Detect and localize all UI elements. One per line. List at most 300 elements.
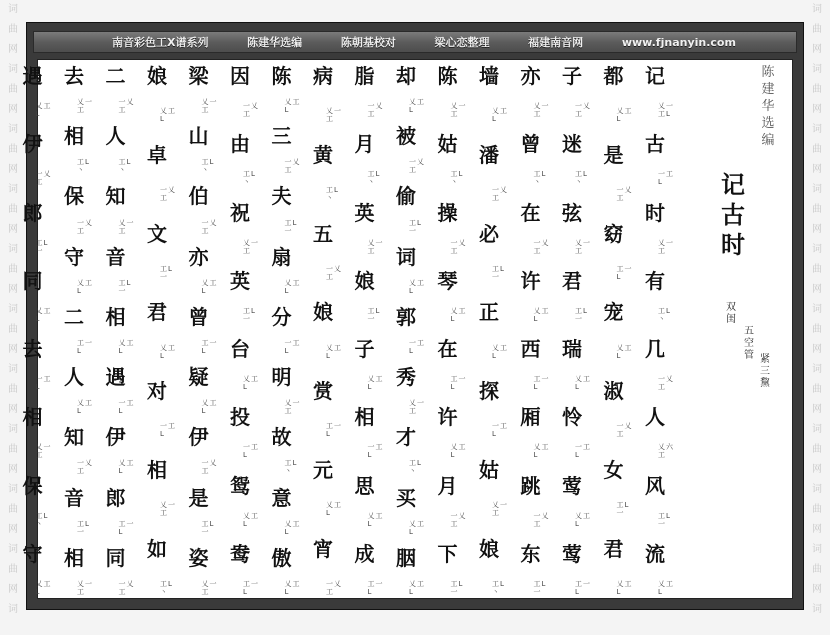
notation-mark: 工L一: [77, 519, 90, 536]
notation-mark: 工L丶: [160, 579, 173, 596]
document-frame: [22, 22, 804, 610]
lyric-char: 厢: [520, 405, 541, 430]
lyric-char: 潘: [479, 142, 499, 167]
lyric-char: 伊: [188, 425, 209, 450]
lyric-char: 跳: [520, 473, 541, 498]
lyric-char: 因: [230, 64, 250, 88]
notation-mark: 一工L: [160, 422, 176, 439]
lyric-char: 三: [271, 124, 292, 149]
notation-mark: 一乂工: [492, 186, 508, 203]
watermark-char: 网: [8, 344, 18, 355]
watermark-char: 词: [812, 64, 822, 75]
score-column: [512, 66, 550, 596]
lyric-char: 脂: [354, 64, 375, 88]
notation-mark: 工一L: [201, 338, 218, 355]
watermark-char: 网: [8, 284, 18, 295]
lyric-char: 元: [313, 457, 333, 482]
lyric-char: 下: [437, 541, 458, 566]
notation-mark: 一乂工: [450, 238, 467, 255]
notation-mark: 一乂工: [243, 102, 259, 119]
lyric-char: 却: [396, 64, 416, 88]
notation-mark: 工L丶: [118, 158, 132, 175]
score-column: [263, 66, 301, 596]
notation-mark: 工L一: [160, 264, 173, 281]
lyric-char: 祝: [230, 200, 250, 225]
mode-label-2: 五空管: [744, 326, 754, 361]
notation-mark: 一乂工: [616, 186, 633, 203]
score-column: [636, 66, 674, 596]
watermark-char: 词: [8, 604, 18, 615]
lyric-char: 姑: [437, 132, 458, 157]
lyric-char: 保: [64, 184, 84, 209]
watermark-char: 曲: [8, 204, 18, 215]
notation-mark: 乂工L: [616, 579, 633, 596]
watermark-char: 词: [812, 544, 822, 555]
score-column: [304, 66, 342, 596]
lyric-char: 偷: [396, 184, 416, 209]
lyric-char: 女: [603, 457, 624, 482]
lyric-char: 去: [22, 337, 43, 361]
notation-mark: 乂工L: [658, 579, 674, 596]
watermark-char: 网: [812, 524, 822, 535]
notation-mark: 工L一: [35, 238, 49, 255]
lyric-char: 时: [645, 200, 665, 225]
watermark-char: 词: [812, 424, 822, 435]
watermark-char: 网: [8, 104, 18, 115]
lyric-char: 弦: [562, 200, 582, 225]
notation-mark: 工L丶: [35, 511, 49, 528]
notation-mark: 一乂工: [326, 579, 342, 596]
watermark-char: 词: [812, 244, 822, 255]
notation-mark: 一工L: [658, 170, 674, 187]
notation-mark: 乂工L: [450, 443, 467, 460]
lyric-char: 亦: [520, 64, 541, 88]
notation-mark: 工一L: [367, 579, 384, 596]
notation-mark: 工L一: [450, 579, 464, 596]
notation-mark: 工L一: [243, 306, 256, 323]
watermark-char: 网: [812, 164, 822, 175]
notation-mark: 乂工L: [35, 306, 52, 323]
lyric-char: 傲: [271, 545, 292, 570]
notation-mark: 工L一: [575, 306, 588, 323]
watermark-char: 词: [8, 124, 18, 135]
notation-mark: 乂一工: [450, 102, 467, 119]
notation-mark: 乂一工: [243, 238, 259, 255]
lyric-char: 月: [437, 473, 458, 498]
compiler-credit: 陈建华选编: [761, 65, 775, 148]
notation-mark: 工L一: [492, 264, 505, 281]
lyric-char: 知: [64, 425, 84, 450]
lyric-char: 伊: [105, 425, 126, 450]
watermark-char: 词: [812, 4, 822, 15]
notation-mark: 乂工L: [160, 343, 176, 360]
notation-mark: 乂工L: [409, 278, 425, 295]
notation-mark: 乂一工: [201, 579, 218, 596]
notation-mark: 乂一工: [492, 501, 508, 518]
lyric-char: 莺: [562, 541, 582, 566]
lyric-char: 相: [22, 405, 43, 430]
lyric-char: 娘: [479, 536, 499, 561]
lyric-char: 东: [520, 541, 541, 566]
notation-mark: 乂工L: [492, 343, 508, 360]
notation-mark: 乂工L: [326, 501, 342, 518]
lyric-char: 赏: [313, 379, 333, 403]
watermark-char: 网: [8, 584, 18, 595]
site-name: 福建南音网: [528, 36, 584, 49]
notation-mark: 工L丶: [450, 170, 464, 187]
watermark-char: 网: [8, 404, 18, 415]
watermark-char: 网: [812, 284, 822, 295]
watermark-char: 曲: [812, 24, 822, 35]
lyric-char: 是: [188, 485, 209, 510]
notation-mark: 工一L: [450, 375, 467, 392]
lyric-char: 鸳: [230, 473, 250, 498]
notation-mark: 乂工L: [118, 459, 135, 476]
notation-mark: 工L丶: [367, 170, 381, 187]
notation-mark: 一乂工: [533, 238, 550, 255]
notation-mark: 一乂工: [575, 102, 591, 119]
watermark-char: 词: [812, 364, 822, 375]
notation-mark: 一工L: [492, 422, 508, 439]
notation-mark: 乂工L: [616, 343, 633, 360]
notation-mark: 工一L: [118, 519, 135, 536]
lyric-char: 曾: [188, 304, 209, 329]
lyric-char: 许: [520, 268, 541, 293]
watermark-char: 词: [8, 424, 18, 435]
notation-mark: 乂工L: [77, 278, 93, 295]
lyric-char: 秀: [396, 365, 416, 390]
mode-label-1: 双闺: [726, 302, 736, 325]
lyric-char: 分: [271, 304, 292, 329]
notation-mark: 乂一工: [35, 443, 52, 460]
watermark-char: 曲: [8, 144, 18, 155]
lyric-char: 守: [64, 244, 84, 269]
notation-mark: 一乂工: [118, 98, 135, 115]
watermark-char: 词: [8, 64, 18, 75]
watermark-char: 曲: [8, 444, 18, 455]
lyric-char: 宵: [313, 536, 333, 561]
lyric-char: 文: [147, 221, 167, 246]
notation-mark: 乂工L: [201, 278, 218, 295]
score-column: [14, 66, 52, 596]
lyric-char: 必: [479, 221, 499, 246]
score-column: [55, 66, 93, 596]
watermark-char: 曲: [812, 84, 822, 95]
lyric-char: 疑: [188, 365, 209, 390]
lyric-char: 扇: [271, 244, 292, 269]
watermark-char: 网: [812, 44, 822, 55]
lyric-char: 迷: [562, 132, 582, 157]
lyric-char: 病: [313, 64, 333, 88]
watermark-char: 网: [812, 584, 822, 595]
watermark-char: 曲: [8, 84, 18, 95]
watermark-char: 词: [812, 184, 822, 195]
notation-mark: 一工L: [35, 375, 52, 392]
lyric-char: 英: [230, 268, 250, 293]
notation-mark: 乂工L: [367, 511, 384, 528]
notation-mark: 一乂工: [367, 102, 384, 119]
lyric-char: 词: [396, 244, 416, 269]
notation-mark: 乂一工: [160, 501, 176, 518]
watermark-char: 词: [8, 304, 18, 315]
lyric-char: 古: [645, 132, 665, 157]
notation-mark: 工L一: [409, 218, 422, 235]
watermark-char: 词: [8, 364, 18, 375]
lyric-char: 守: [22, 541, 43, 566]
notation-mark: 乂一工: [326, 107, 342, 124]
score-sheet: [22, 59, 793, 599]
notation-mark: 乂工L: [77, 399, 93, 416]
lyric-char: 都: [603, 64, 624, 88]
notation-mark: 乂工L: [284, 278, 301, 295]
lyric-char: 卓: [147, 142, 167, 167]
mode-label-3: 紧三黧: [760, 354, 770, 389]
notation-mark: 乂一工: [658, 238, 674, 255]
watermark-char: 曲: [8, 24, 18, 35]
notation-mark: 工L一: [284, 218, 298, 235]
notation-mark: 工一L: [243, 579, 259, 596]
watermark-char: 曲: [8, 324, 18, 335]
score-column: [346, 66, 384, 596]
notation-mark: 工L丶: [409, 459, 422, 476]
lyric-char: 在: [520, 200, 541, 225]
watermark-char: 网: [812, 224, 822, 235]
lyric-char: 伊: [22, 132, 43, 157]
notation-mark: 乂一工: [575, 238, 591, 255]
lyric-char: 宠: [603, 300, 624, 325]
notation-mark: 工一L: [575, 579, 591, 596]
lyric-char: 知: [105, 184, 126, 209]
notation-mark: 工一L: [533, 375, 550, 392]
notation-mark: 工L丶: [658, 306, 671, 323]
score-column: [138, 66, 176, 596]
notation-mark: 乂一工: [533, 102, 550, 119]
series-title: 南音彩色工X谱系列: [112, 36, 209, 49]
lyric-char: 投: [230, 405, 250, 430]
lyric-char: 二: [105, 64, 126, 88]
notation-mark: 工一L: [77, 338, 93, 355]
lyric-char: 瑞: [562, 337, 582, 361]
notation-mark: 工L一: [533, 579, 547, 596]
watermark-char: 词: [812, 484, 822, 495]
lyric-char: 相: [64, 124, 84, 149]
notation-mark: 乂工L: [160, 107, 176, 124]
lyric-char: 夫: [271, 184, 292, 209]
score-column: [97, 66, 135, 596]
lyric-char: 姑: [479, 457, 499, 482]
notation-mark: 乂工L: [201, 399, 218, 416]
notation-mark: 工L丶: [575, 170, 588, 187]
watermark-char: 网: [8, 224, 18, 235]
lyric-char: 台: [230, 337, 250, 361]
lyric-char: 君: [603, 536, 624, 561]
arranger-credit: 梁心恋整理: [434, 36, 490, 49]
watermark-char: 词: [8, 544, 18, 555]
notation-mark: 工L一: [118, 278, 132, 295]
notation-mark: 工L丶: [533, 170, 547, 187]
notation-mark: 一工L: [243, 443, 259, 460]
lyric-char: 相: [64, 545, 84, 570]
lyric-char: 音: [105, 244, 126, 269]
lyric-char: 郎: [22, 200, 43, 225]
lyric-char: 娘: [354, 268, 375, 293]
lyric-char: 如: [147, 536, 167, 561]
watermark-char: 词: [8, 184, 18, 195]
notation-mark: 一乂工: [658, 375, 674, 392]
lyric-char: 郎: [105, 485, 126, 510]
lyric-char: 记: [645, 64, 665, 88]
watermark-char: 网: [8, 524, 18, 535]
watermark-char: 曲: [812, 444, 822, 455]
notation-mark: 乂工L: [533, 306, 550, 323]
watermark-char: 曲: [812, 384, 822, 395]
lyric-char: 月: [354, 132, 375, 157]
notation-mark: 一乂工: [450, 511, 467, 528]
notation-mark: 一乂工: [533, 511, 550, 528]
lyric-char: 陈: [437, 64, 458, 88]
lyric-char: 西: [520, 337, 541, 361]
lyric-char: 被: [396, 124, 416, 149]
lyric-char: 琴: [437, 268, 458, 293]
notation-mark: 乂工L: [409, 579, 425, 596]
lyric-char: 胭: [396, 545, 416, 570]
lyric-char: 二: [64, 304, 84, 329]
score-column: [553, 66, 591, 596]
notation-mark: 工L一: [616, 501, 630, 518]
lyric-char: 由: [230, 132, 250, 157]
lyric-char: 探: [479, 379, 499, 403]
watermark-char: 曲: [812, 264, 822, 275]
lyric-char: 买: [396, 485, 416, 510]
notation-mark: 工L丶: [284, 459, 298, 476]
notation-mark: 乂工L: [243, 511, 259, 528]
notation-mark: 乂工L: [409, 98, 425, 115]
lyric-char: 人: [105, 124, 126, 149]
notation-mark: 一乂工: [160, 186, 176, 203]
notation-mark: 一工L: [118, 399, 135, 416]
notation-mark: 一乂工: [284, 158, 301, 175]
notation-mark: 一乂工: [201, 459, 218, 476]
notation-mark: 一乂工: [77, 459, 93, 476]
lyric-char: 五: [313, 221, 333, 246]
lyric-char: 遇: [105, 365, 126, 390]
lyric-char: 墙: [479, 64, 499, 88]
watermark-char: 网: [8, 164, 18, 175]
watermark-char: 词: [8, 244, 18, 255]
watermark-char: 词: [8, 484, 18, 495]
score-column: [180, 66, 218, 596]
notation-mark: 工L一: [201, 519, 215, 536]
notation-mark: 乂工L: [616, 107, 633, 124]
watermark-char: 曲: [8, 564, 18, 575]
notation-mark: 一工L: [367, 443, 384, 460]
lyric-char: 娘: [147, 64, 167, 88]
lyric-char: 风: [645, 473, 665, 498]
lyric-char: 在: [437, 337, 458, 361]
lyric-char: 郭: [396, 304, 416, 329]
notation-mark: 一乂工: [409, 158, 425, 175]
watermark-char: 曲: [812, 564, 822, 575]
lyric-char: 操: [437, 200, 458, 225]
notation-mark: 乂工L: [450, 306, 467, 323]
watermark-char: 网: [8, 464, 18, 475]
notation-mark: 乂工L: [118, 338, 135, 355]
lyric-char: 怜: [562, 405, 582, 430]
notation-mark: 乂工L: [35, 579, 52, 596]
lyric-char: 人: [645, 405, 665, 430]
lyric-char: 曾: [520, 132, 541, 157]
watermark-char: 曲: [812, 324, 822, 335]
notation-mark: 乂工L: [284, 519, 301, 536]
notation-mark: 工一L: [616, 264, 633, 281]
notation-mark: 一乂工: [77, 218, 93, 235]
lyric-char: 故: [271, 425, 292, 450]
lyric-char: 梁: [188, 64, 209, 88]
notation-mark: 乂一工: [77, 579, 93, 596]
lyric-char: 子: [562, 64, 582, 88]
watermark-char: 词: [812, 124, 822, 135]
lyric-char: 音: [64, 485, 84, 510]
watermark-char: 曲: [8, 504, 18, 515]
lyric-char: 君: [562, 268, 582, 293]
lyric-char: 遇: [22, 64, 43, 88]
notation-mark: 一乂工: [118, 579, 135, 596]
lyric-char: 伯: [188, 184, 209, 209]
watermark-char: 网: [812, 464, 822, 475]
watermark-char: 网: [8, 44, 18, 55]
song-title: 记古时: [721, 170, 745, 259]
notation-mark: 一乂工: [35, 170, 52, 187]
notation-mark: 工一L: [326, 422, 342, 439]
score-column: [221, 66, 259, 596]
lyric-char: 有: [645, 268, 665, 293]
watermark-char: 词: [812, 304, 822, 315]
notation-mark: 工L丶: [77, 158, 90, 175]
proofreader-credit: 陈朝基校对: [340, 36, 396, 49]
lyric-char: 山: [188, 124, 209, 149]
watermark-char: 曲: [812, 204, 822, 215]
watermark-char: 网: [812, 104, 822, 115]
notation-mark: 一工L: [409, 338, 425, 355]
notation-mark: 乂一工: [77, 98, 93, 115]
lyric-char: 黄: [313, 142, 333, 167]
lyric-char: 窈: [603, 221, 624, 246]
notation-mark: 乂六工: [658, 443, 674, 460]
notation-mark: 乂一工: [409, 399, 425, 416]
notation-mark: 工L丶: [326, 186, 339, 203]
lyric-char: 亦: [188, 244, 209, 269]
lyric-char: 保: [22, 473, 43, 498]
lyric-char: 对: [147, 379, 167, 403]
notation-mark: 工L丶: [243, 170, 256, 187]
lyric-char: 姿: [188, 545, 209, 570]
lyric-char: 成: [354, 541, 375, 566]
watermark-char: 网: [812, 404, 822, 415]
notation-mark: 乂工L: [492, 107, 508, 124]
lyric-char: 思: [354, 473, 375, 498]
notation-mark: 乂工L: [409, 519, 425, 536]
watermark-char: 网: [812, 344, 822, 355]
lyric-char: 相: [147, 457, 167, 482]
lyric-char: 相: [354, 405, 375, 430]
notation-mark: 乂工L: [284, 579, 301, 596]
lyric-char: 鸯: [230, 541, 250, 566]
lyric-char: 正: [479, 300, 499, 325]
lyric-char: 淑: [603, 379, 624, 403]
notation-mark: 乂一工: [367, 238, 384, 255]
notation-mark: 一乂工: [326, 264, 342, 281]
notation-mark: 工L丶: [492, 579, 505, 596]
